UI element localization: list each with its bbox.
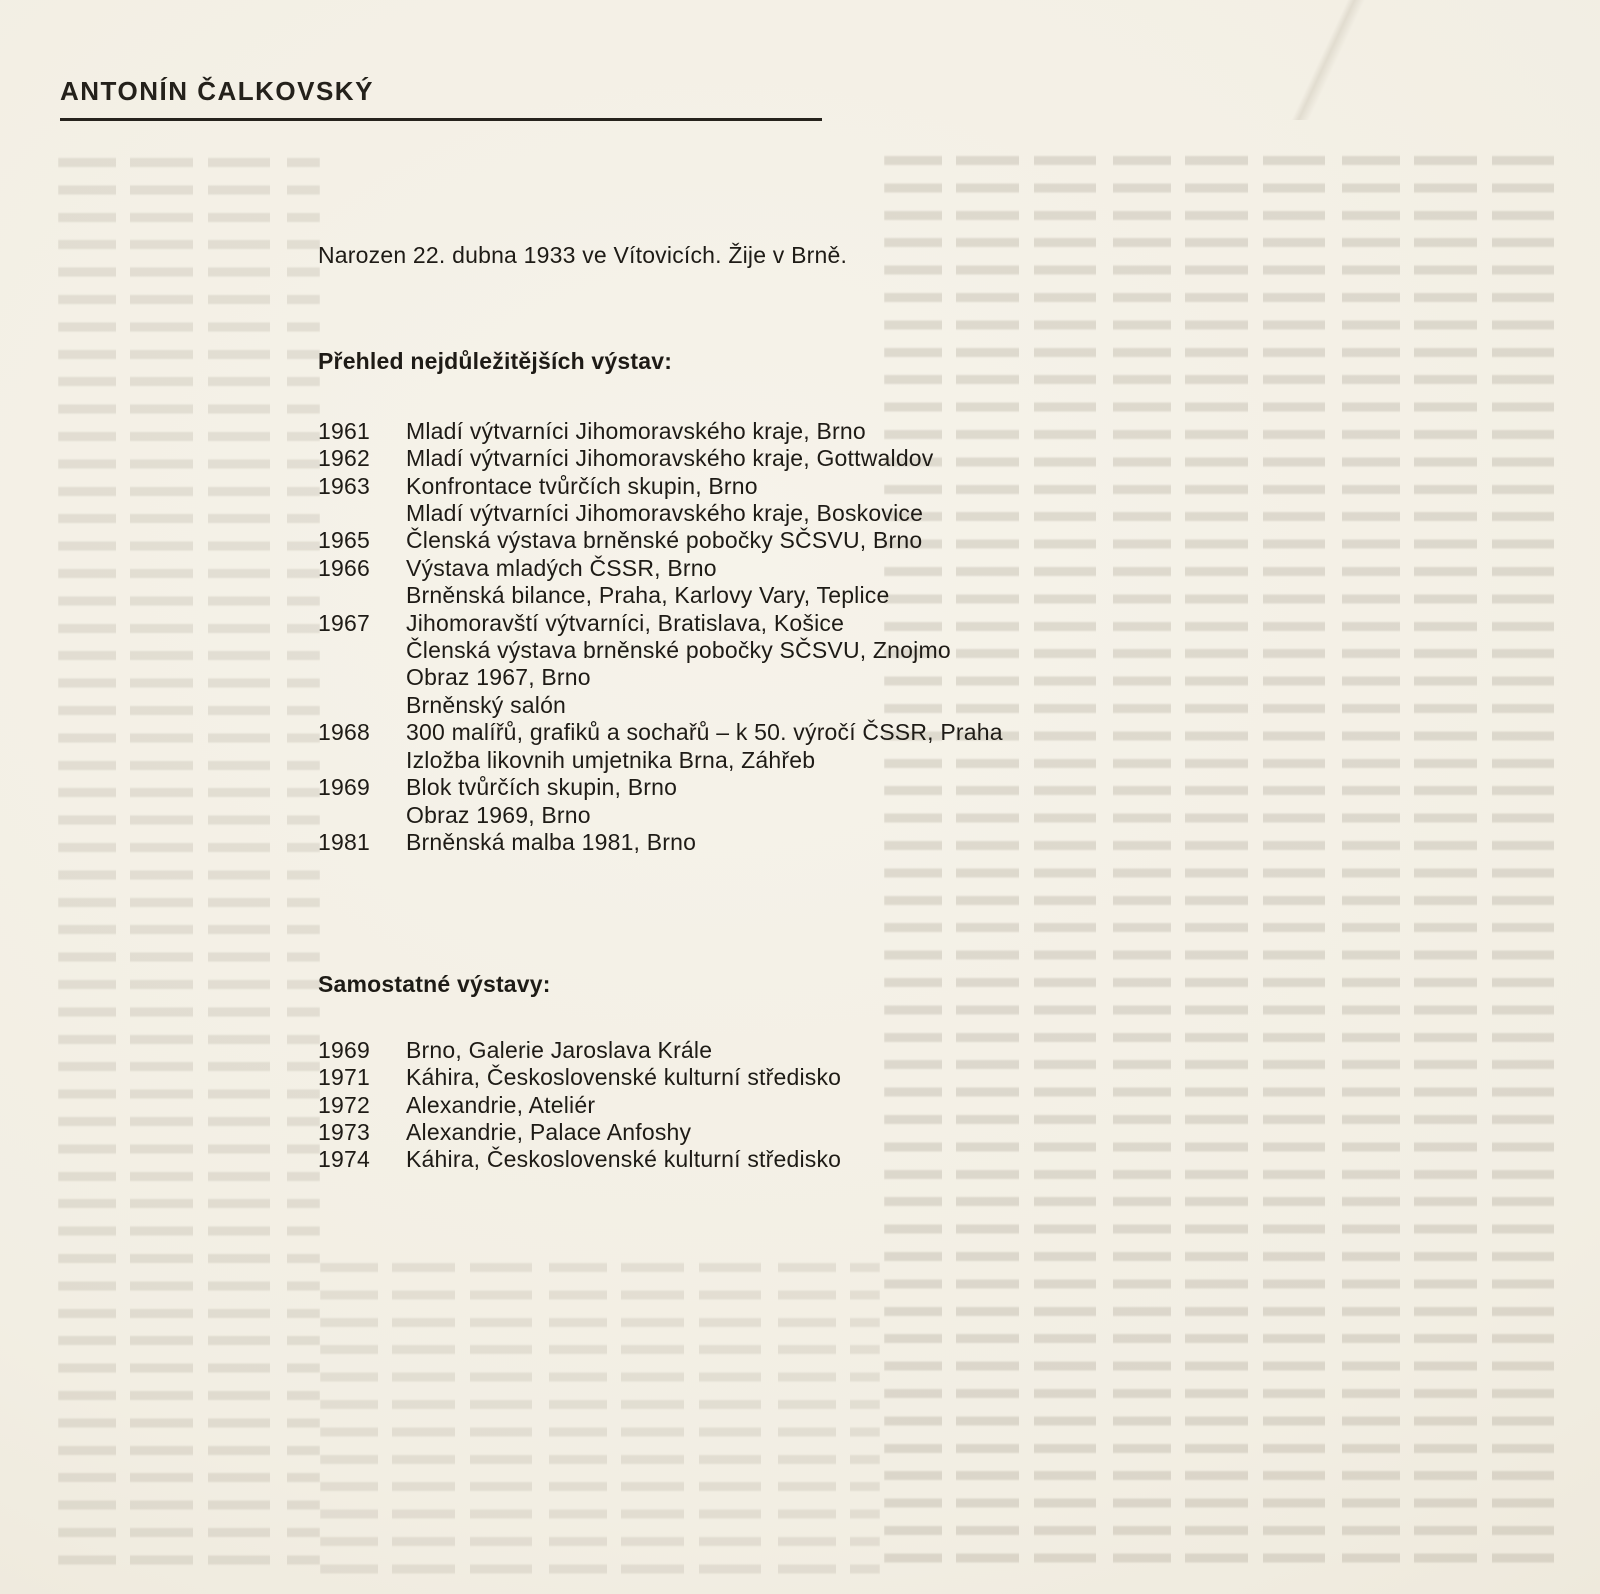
exhibition-row (318, 637, 1258, 664)
exhibition-row (318, 445, 1258, 472)
solo-exhibition-text: Alexandrie, Palace Anfoshy (406, 1118, 692, 1145)
exhibition-row (318, 719, 1258, 746)
exhibition-row (318, 527, 1258, 554)
exhibition-text: Obraz 1967, Brno (406, 664, 591, 691)
exhibition-text: Mladí výtvarníci Jihomoravského kraje, Brno (406, 417, 866, 444)
exhibition-row (318, 664, 1258, 691)
solo-exhibitions-heading: Samostatné výstavy: (318, 971, 551, 998)
exhibitions-heading: Přehled nejdůležitějších výstav: (318, 348, 673, 375)
exhibition-row (318, 774, 1258, 801)
solo-exhibition-text: Káhira, Československé kulturní středisko (406, 1146, 842, 1173)
solo-exhibition-row (318, 1092, 1258, 1119)
exhibition-text: Brněnská malba 1981, Brno (406, 828, 697, 855)
exhibition-year: 1962 (318, 445, 370, 472)
exhibition-row (318, 747, 1258, 774)
exhibition-year (318, 747, 406, 774)
exhibition-year: 1981 (318, 828, 370, 855)
solo-exhibition-text: Brno, Galerie Jaroslava Krále (406, 1036, 713, 1063)
solo-exhibition-row (318, 1119, 1258, 1146)
exhibition-year: 1966 (318, 554, 370, 581)
bleedthrough-text-bottom (320, 1255, 880, 1585)
exhibition-text: Obraz 1969, Brno (406, 801, 591, 828)
exhibition-year: 1969 (318, 774, 370, 801)
exhibition-year (318, 637, 406, 664)
solo-exhibition-row (318, 1146, 1258, 1173)
bleedthrough-text-left (58, 150, 320, 1570)
exhibition-row (318, 692, 1258, 719)
exhibition-text: Členská výstava brněnské pobočky SČSVU, Brno (406, 527, 923, 554)
solo-exhibition-text: Káhira, Československé kulturní středisko (406, 1064, 842, 1091)
content-column (318, 242, 1258, 1174)
exhibition-row (318, 555, 1258, 582)
exhibition-year: 1968 (318, 719, 370, 746)
solo-exhibition-row (318, 1064, 1258, 1091)
solo-exhibition-text: Alexandrie, Ateliér (406, 1091, 596, 1118)
exhibition-row (318, 610, 1258, 637)
exhibition-row (318, 829, 1258, 856)
exhibition-year (318, 500, 406, 527)
page-crease (1180, 0, 1480, 120)
exhibition-text: Jihomoravští výtvarníci, Bratislava, Košice (406, 609, 845, 636)
exhibition-text: Členská výstava brněnské pobočky SČSVU, Znojmo (406, 637, 951, 664)
artist-name-heading: ANTONÍN ČALKOVSKÝ (60, 76, 374, 106)
exhibition-row (318, 418, 1258, 445)
exhibition-year (318, 664, 406, 691)
exhibition-text: Blok tvůrčích skupin, Brno (406, 774, 678, 801)
solo-exhibition-year: 1971 (318, 1064, 370, 1091)
solo-exhibition-row (318, 1037, 1258, 1064)
solo-exhibitions-list (318, 1037, 1258, 1174)
solo-exhibition-year: 1972 (318, 1091, 370, 1118)
exhibitions-list (318, 418, 1258, 857)
exhibition-year (318, 802, 406, 829)
exhibition-text: Izložba likovnih umjetnika Brna, Záhřeb (406, 746, 816, 773)
exhibition-text: Konfrontace tvůrčích skupin, Brno (406, 472, 758, 499)
exhibition-text: Brněnská bilance, Praha, Karlovy Vary, Teplice (406, 582, 890, 609)
exhibition-row (318, 582, 1258, 609)
header-rule (60, 118, 822, 121)
exhibition-year: 1963 (318, 472, 370, 499)
bio-line: Narozen 22. dubna 1933 ve Vítovicích. Žije v Brně. (318, 242, 848, 268)
exhibition-text: 300 malířů, grafiků a sochařů – k 50. výročí ČSSR, Praha (406, 719, 1003, 746)
exhibition-text: Brněnský salón (406, 691, 567, 718)
exhibition-row (318, 500, 1258, 527)
exhibition-year: 1967 (318, 609, 370, 636)
exhibition-row (318, 802, 1258, 829)
exhibition-row (318, 473, 1258, 500)
exhibition-year (318, 582, 406, 609)
solo-exhibition-year: 1973 (318, 1118, 370, 1145)
solo-exhibition-year: 1969 (318, 1036, 370, 1063)
exhibition-year: 1965 (318, 527, 370, 554)
solo-exhibition-year: 1974 (318, 1146, 370, 1173)
exhibition-year (318, 692, 406, 719)
exhibition-text: Mladí výtvarníci Jihomoravského kraje, Boskovice (406, 500, 924, 527)
exhibition-year: 1961 (318, 417, 370, 444)
exhibition-text: Mladí výtvarníci Jihomoravského kraje, Gottwaldov (406, 445, 934, 472)
exhibition-text: Výstava mladých ČSSR, Brno (406, 554, 717, 581)
